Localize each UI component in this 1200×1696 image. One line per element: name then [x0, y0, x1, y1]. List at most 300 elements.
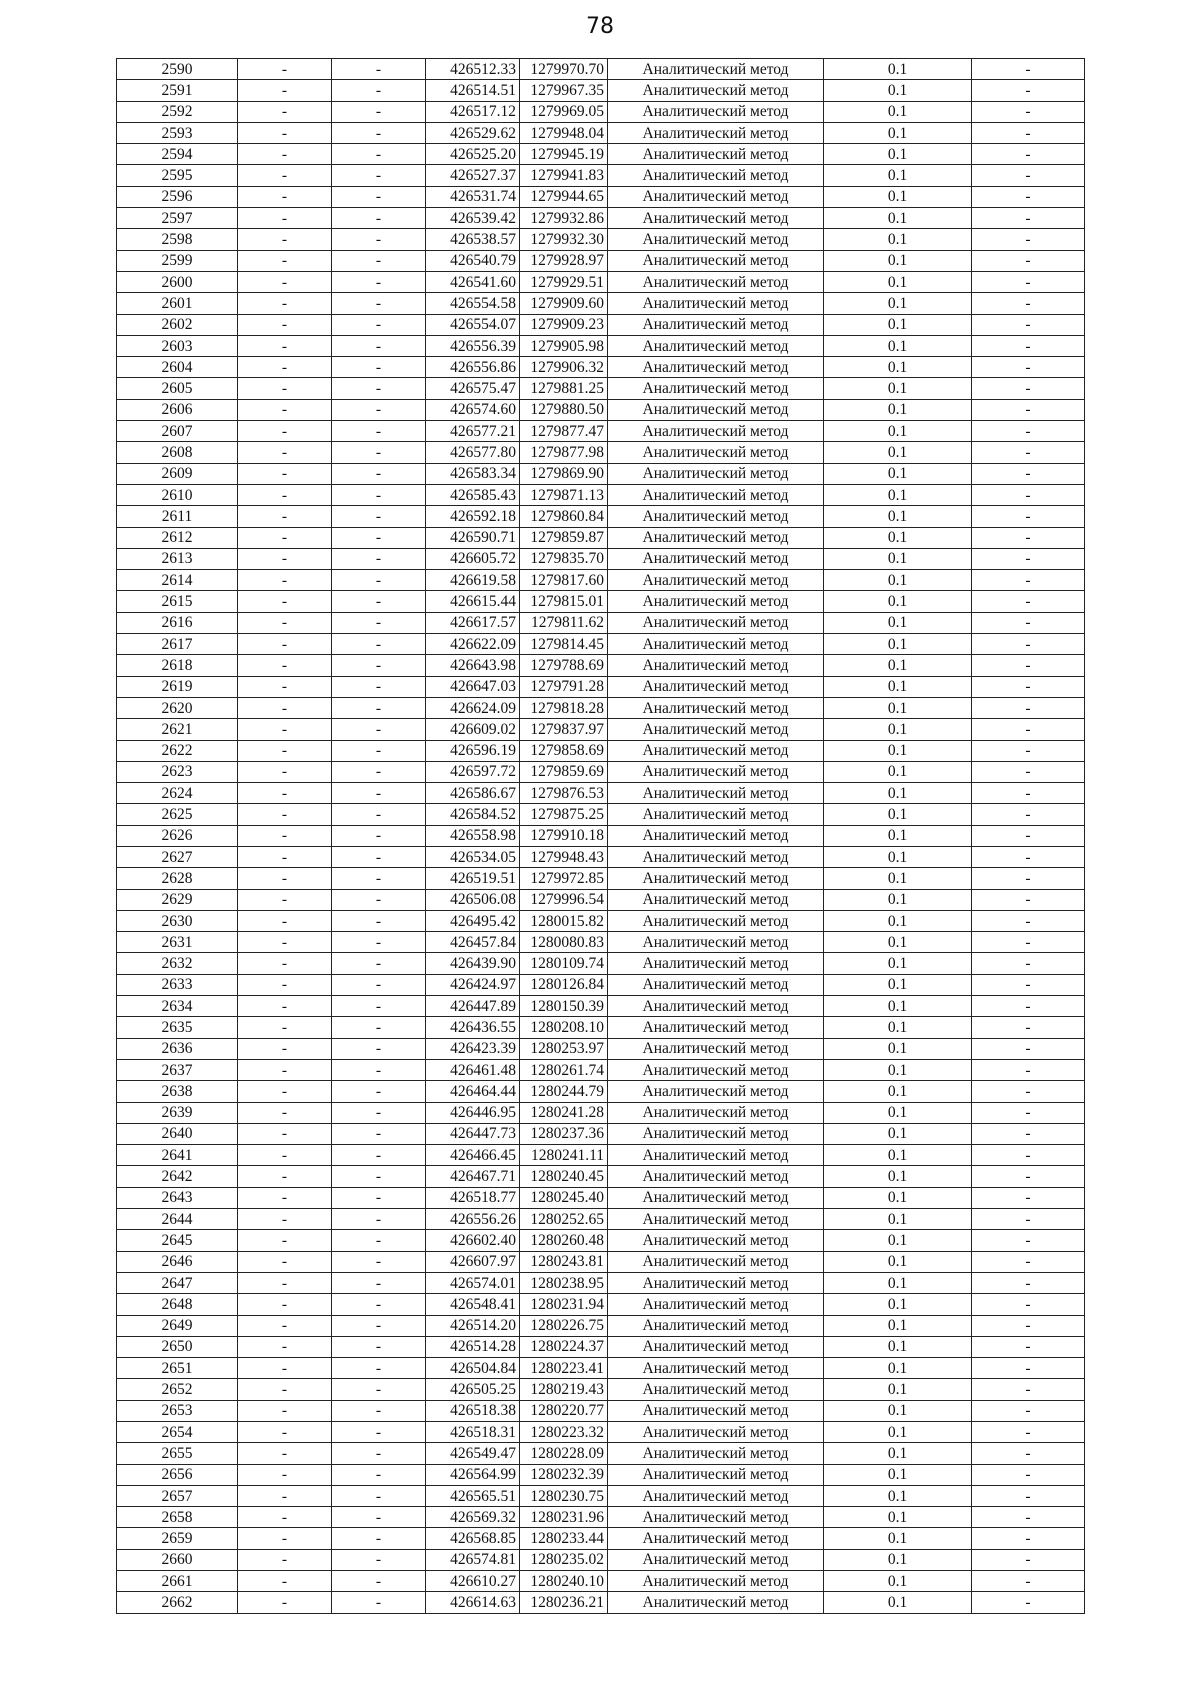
- y-coordinate-cell: 1279905.98: [520, 335, 608, 356]
- y-coordinate-cell: 1279817.60: [520, 570, 608, 591]
- note-cell: -: [972, 1230, 1085, 1251]
- empty-cell-2: -: [332, 314, 426, 335]
- x-coordinate-cell: 426447.73: [426, 1123, 520, 1144]
- x-coordinate-cell: 426585.43: [426, 484, 520, 505]
- note-cell: -: [972, 719, 1085, 740]
- y-coordinate-cell: 1279906.32: [520, 357, 608, 378]
- table-row: [117, 804, 1085, 825]
- point-number-cell: 2632: [117, 953, 238, 974]
- empty-cell-2: -: [332, 1379, 426, 1400]
- point-number-cell: 2610: [117, 484, 238, 505]
- method-cell: Аналитический метод: [608, 442, 824, 463]
- method-cell: Аналитический метод: [608, 1294, 824, 1315]
- note-cell: -: [972, 399, 1085, 420]
- empty-cell-2: -: [332, 186, 426, 207]
- note-cell: -: [972, 1549, 1085, 1570]
- y-coordinate-cell: 1280241.11: [520, 1145, 608, 1166]
- x-coordinate-cell: 426619.58: [426, 570, 520, 591]
- empty-cell-2: -: [332, 506, 426, 527]
- point-number-cell: 2622: [117, 740, 238, 761]
- empty-cell-1: -: [238, 293, 332, 314]
- table-row: [117, 484, 1085, 505]
- accuracy-cell: 0.1: [824, 1422, 972, 1443]
- empty-cell-1: -: [238, 889, 332, 910]
- y-coordinate-cell: 1279875.25: [520, 804, 608, 825]
- empty-cell-1: -: [238, 761, 332, 782]
- point-number-cell: 2660: [117, 1549, 238, 1570]
- note-cell: -: [972, 996, 1085, 1017]
- x-coordinate-cell: 426569.32: [426, 1507, 520, 1528]
- table-row: [117, 868, 1085, 889]
- empty-cell-2: -: [332, 1443, 426, 1464]
- y-coordinate-cell: 1279944.65: [520, 186, 608, 207]
- point-number-cell: 2597: [117, 208, 238, 229]
- empty-cell-2: -: [332, 1315, 426, 1336]
- x-coordinate-cell: 426602.40: [426, 1230, 520, 1251]
- note-cell: -: [972, 1571, 1085, 1592]
- empty-cell-2: -: [332, 421, 426, 442]
- note-cell: -: [972, 910, 1085, 931]
- accuracy-cell: 0.1: [824, 1017, 972, 1038]
- note-cell: -: [972, 208, 1085, 229]
- table-row: [117, 1272, 1085, 1293]
- x-coordinate-cell: 426584.52: [426, 804, 520, 825]
- empty-cell-1: -: [238, 548, 332, 569]
- empty-cell-1: -: [238, 1336, 332, 1357]
- empty-cell-1: -: [238, 165, 332, 186]
- y-coordinate-cell: 1280241.28: [520, 1102, 608, 1123]
- accuracy-cell: 0.1: [824, 165, 972, 186]
- method-cell: Аналитический метод: [608, 932, 824, 953]
- note-cell: -: [972, 1528, 1085, 1549]
- accuracy-cell: 0.1: [824, 1379, 972, 1400]
- empty-cell-2: -: [332, 1123, 426, 1144]
- empty-cell-1: -: [238, 1422, 332, 1443]
- table-row: [117, 208, 1085, 229]
- y-coordinate-cell: 1280261.74: [520, 1059, 608, 1080]
- accuracy-cell: 0.1: [824, 889, 972, 910]
- y-coordinate-cell: 1279996.54: [520, 889, 608, 910]
- note-cell: -: [972, 1592, 1085, 1613]
- point-number-cell: 2601: [117, 293, 238, 314]
- empty-cell-2: -: [332, 357, 426, 378]
- point-number-cell: 2623: [117, 761, 238, 782]
- x-coordinate-cell: 426577.80: [426, 442, 520, 463]
- point-number-cell: 2596: [117, 186, 238, 207]
- accuracy-cell: 0.1: [824, 676, 972, 697]
- accuracy-cell: 0.1: [824, 1251, 972, 1272]
- accuracy-cell: 0.1: [824, 1209, 972, 1230]
- empty-cell-1: -: [238, 953, 332, 974]
- table-row: [117, 846, 1085, 867]
- y-coordinate-cell: 1280237.36: [520, 1123, 608, 1144]
- point-number-cell: 2602: [117, 314, 238, 335]
- table-row: [117, 591, 1085, 612]
- accuracy-cell: 0.1: [824, 740, 972, 761]
- point-number-cell: 2643: [117, 1187, 238, 1208]
- table-row: [117, 996, 1085, 1017]
- note-cell: -: [972, 953, 1085, 974]
- empty-cell-2: -: [332, 1187, 426, 1208]
- x-coordinate-cell: 426568.85: [426, 1528, 520, 1549]
- method-cell: Аналитический метод: [608, 1272, 824, 1293]
- point-number-cell: 2616: [117, 612, 238, 633]
- method-cell: Аналитический метод: [608, 1145, 824, 1166]
- y-coordinate-cell: 1279877.98: [520, 442, 608, 463]
- accuracy-cell: 0.1: [824, 1549, 972, 1570]
- empty-cell-1: -: [238, 697, 332, 718]
- empty-cell-2: -: [332, 271, 426, 292]
- note-cell: -: [972, 293, 1085, 314]
- point-number-cell: 2648: [117, 1294, 238, 1315]
- note-cell: -: [972, 804, 1085, 825]
- point-number-cell: 2609: [117, 463, 238, 484]
- method-cell: Аналитический метод: [608, 463, 824, 484]
- method-cell: Аналитический метод: [608, 825, 824, 846]
- empty-cell-1: -: [238, 932, 332, 953]
- accuracy-cell: 0.1: [824, 250, 972, 271]
- note-cell: -: [972, 846, 1085, 867]
- x-coordinate-cell: 426505.25: [426, 1379, 520, 1400]
- x-coordinate-cell: 426615.44: [426, 591, 520, 612]
- note-cell: -: [972, 229, 1085, 250]
- empty-cell-1: -: [238, 271, 332, 292]
- accuracy-cell: 0.1: [824, 846, 972, 867]
- empty-cell-1: -: [238, 1230, 332, 1251]
- y-coordinate-cell: 1279818.28: [520, 697, 608, 718]
- method-cell: Аналитический метод: [608, 804, 824, 825]
- table-row: [117, 229, 1085, 250]
- point-number-cell: 2644: [117, 1209, 238, 1230]
- note-cell: -: [972, 421, 1085, 442]
- method-cell: Аналитический метод: [608, 144, 824, 165]
- point-number-cell: 2638: [117, 1081, 238, 1102]
- note-cell: -: [972, 1209, 1085, 1230]
- y-coordinate-cell: 1280244.79: [520, 1081, 608, 1102]
- empty-cell-1: -: [238, 101, 332, 122]
- table-row: [117, 1464, 1085, 1485]
- empty-cell-2: -: [332, 59, 426, 80]
- x-coordinate-cell: 426519.51: [426, 868, 520, 889]
- table-row: [117, 1485, 1085, 1506]
- table-row: [117, 506, 1085, 527]
- note-cell: -: [972, 1081, 1085, 1102]
- method-cell: Аналитический метод: [608, 740, 824, 761]
- table-row: [117, 1102, 1085, 1123]
- empty-cell-2: -: [332, 846, 426, 867]
- note-cell: -: [972, 314, 1085, 335]
- point-number-cell: 2613: [117, 548, 238, 569]
- empty-cell-2: -: [332, 1422, 426, 1443]
- empty-cell-2: -: [332, 676, 426, 697]
- empty-cell-1: -: [238, 1102, 332, 1123]
- method-cell: Аналитический метод: [608, 1336, 824, 1357]
- empty-cell-2: -: [332, 165, 426, 186]
- accuracy-cell: 0.1: [824, 1571, 972, 1592]
- table-row: [117, 761, 1085, 782]
- x-coordinate-cell: 426436.55: [426, 1017, 520, 1038]
- y-coordinate-cell: 1280232.39: [520, 1464, 608, 1485]
- method-cell: Аналитический метод: [608, 1592, 824, 1613]
- empty-cell-2: -: [332, 974, 426, 995]
- x-coordinate-cell: 426609.02: [426, 719, 520, 740]
- accuracy-cell: 0.1: [824, 484, 972, 505]
- x-coordinate-cell: 426534.05: [426, 846, 520, 867]
- table-row: [117, 1251, 1085, 1272]
- y-coordinate-cell: 1280231.96: [520, 1507, 608, 1528]
- y-coordinate-cell: 1280228.09: [520, 1443, 608, 1464]
- empty-cell-1: -: [238, 1017, 332, 1038]
- table-row: [117, 1400, 1085, 1421]
- y-coordinate-cell: 1279910.18: [520, 825, 608, 846]
- x-coordinate-cell: 426607.97: [426, 1251, 520, 1272]
- method-cell: Аналитический метод: [608, 1571, 824, 1592]
- method-cell: Аналитический метод: [608, 506, 824, 527]
- point-number-cell: 2637: [117, 1059, 238, 1080]
- method-cell: Аналитический метод: [608, 399, 824, 420]
- x-coordinate-cell: 426554.58: [426, 293, 520, 314]
- accuracy-cell: 0.1: [824, 1443, 972, 1464]
- table-row: [117, 1507, 1085, 1528]
- x-coordinate-cell: 426506.08: [426, 889, 520, 910]
- empty-cell-2: -: [332, 1272, 426, 1293]
- empty-cell-1: -: [238, 122, 332, 143]
- accuracy-cell: 0.1: [824, 719, 972, 740]
- method-cell: Аналитический метод: [608, 1166, 824, 1187]
- empty-cell-1: -: [238, 1485, 332, 1506]
- note-cell: -: [972, 1187, 1085, 1208]
- method-cell: Аналитический метод: [608, 591, 824, 612]
- note-cell: -: [972, 889, 1085, 910]
- method-cell: Аналитический метод: [608, 655, 824, 676]
- table-row: [117, 421, 1085, 442]
- table-row: [117, 1081, 1085, 1102]
- table-row: [117, 719, 1085, 740]
- x-coordinate-cell: 426512.33: [426, 59, 520, 80]
- method-cell: Аналитический метод: [608, 1209, 824, 1230]
- coordinates-table: [116, 58, 1085, 1614]
- point-number-cell: 2628: [117, 868, 238, 889]
- note-cell: -: [972, 378, 1085, 399]
- empty-cell-1: -: [238, 442, 332, 463]
- method-cell: Аналитический метод: [608, 761, 824, 782]
- accuracy-cell: 0.1: [824, 1400, 972, 1421]
- y-coordinate-cell: 1280240.45: [520, 1166, 608, 1187]
- method-cell: Аналитический метод: [608, 1507, 824, 1528]
- y-coordinate-cell: 1279928.97: [520, 250, 608, 271]
- empty-cell-1: -: [238, 186, 332, 207]
- x-coordinate-cell: 426461.48: [426, 1059, 520, 1080]
- accuracy-cell: 0.1: [824, 335, 972, 356]
- empty-cell-2: -: [332, 1102, 426, 1123]
- point-number-cell: 2600: [117, 271, 238, 292]
- y-coordinate-cell: 1279941.83: [520, 165, 608, 186]
- note-cell: -: [972, 527, 1085, 548]
- accuracy-cell: 0.1: [824, 1528, 972, 1549]
- y-coordinate-cell: 1280253.97: [520, 1038, 608, 1059]
- method-cell: Аналитический метод: [608, 527, 824, 548]
- table-row: [117, 463, 1085, 484]
- empty-cell-1: -: [238, 1400, 332, 1421]
- empty-cell-2: -: [332, 1081, 426, 1102]
- accuracy-cell: 0.1: [824, 463, 972, 484]
- table-row: [117, 59, 1085, 80]
- method-cell: Аналитический метод: [608, 719, 824, 740]
- accuracy-cell: 0.1: [824, 527, 972, 548]
- x-coordinate-cell: 426574.01: [426, 1272, 520, 1293]
- note-cell: -: [972, 1145, 1085, 1166]
- accuracy-cell: 0.1: [824, 1123, 972, 1144]
- table-row: [117, 783, 1085, 804]
- accuracy-cell: 0.1: [824, 442, 972, 463]
- note-cell: -: [972, 144, 1085, 165]
- x-coordinate-cell: 426424.97: [426, 974, 520, 995]
- accuracy-cell: 0.1: [824, 634, 972, 655]
- table-row: [117, 825, 1085, 846]
- empty-cell-2: -: [332, 1358, 426, 1379]
- method-cell: Аналитический метод: [608, 1017, 824, 1038]
- accuracy-cell: 0.1: [824, 314, 972, 335]
- x-coordinate-cell: 426423.39: [426, 1038, 520, 1059]
- empty-cell-1: -: [238, 1059, 332, 1080]
- table-row: [117, 101, 1085, 122]
- y-coordinate-cell: 1280223.41: [520, 1358, 608, 1379]
- method-cell: Аналитический метод: [608, 910, 824, 931]
- y-coordinate-cell: 1280260.48: [520, 1230, 608, 1251]
- empty-cell-2: -: [332, 463, 426, 484]
- table-row: [117, 399, 1085, 420]
- point-number-cell: 2653: [117, 1400, 238, 1421]
- empty-cell-2: -: [332, 910, 426, 931]
- y-coordinate-cell: 1280219.43: [520, 1379, 608, 1400]
- x-coordinate-cell: 426590.71: [426, 527, 520, 548]
- empty-cell-2: -: [332, 1571, 426, 1592]
- empty-cell-1: -: [238, 314, 332, 335]
- point-number-cell: 2642: [117, 1166, 238, 1187]
- y-coordinate-cell: 1280223.32: [520, 1422, 608, 1443]
- table-row: [117, 122, 1085, 143]
- table-row: [117, 974, 1085, 995]
- note-cell: -: [972, 570, 1085, 591]
- y-coordinate-cell: 1279880.50: [520, 399, 608, 420]
- method-cell: Аналитический метод: [608, 889, 824, 910]
- y-coordinate-cell: 1280109.74: [520, 953, 608, 974]
- empty-cell-1: -: [238, 996, 332, 1017]
- table-row: [117, 1294, 1085, 1315]
- method-cell: Аналитический метод: [608, 1528, 824, 1549]
- y-coordinate-cell: 1279970.70: [520, 59, 608, 80]
- y-coordinate-cell: 1280015.82: [520, 910, 608, 931]
- empty-cell-1: -: [238, 421, 332, 442]
- empty-cell-2: -: [332, 697, 426, 718]
- point-number-cell: 2605: [117, 378, 238, 399]
- table-row: [117, 1017, 1085, 1038]
- point-number-cell: 2650: [117, 1336, 238, 1357]
- y-coordinate-cell: 1279860.84: [520, 506, 608, 527]
- note-cell: -: [972, 1251, 1085, 1272]
- accuracy-cell: 0.1: [824, 783, 972, 804]
- note-cell: -: [972, 101, 1085, 122]
- x-coordinate-cell: 426564.99: [426, 1464, 520, 1485]
- x-coordinate-cell: 426558.98: [426, 825, 520, 846]
- empty-cell-2: -: [332, 144, 426, 165]
- empty-cell-2: -: [332, 1400, 426, 1421]
- y-coordinate-cell: 1280245.40: [520, 1187, 608, 1208]
- x-coordinate-cell: 426514.20: [426, 1315, 520, 1336]
- empty-cell-2: -: [332, 1592, 426, 1613]
- accuracy-cell: 0.1: [824, 122, 972, 143]
- x-coordinate-cell: 426527.37: [426, 165, 520, 186]
- empty-cell-1: -: [238, 868, 332, 889]
- y-coordinate-cell: 1280080.83: [520, 932, 608, 953]
- empty-cell-2: -: [332, 1209, 426, 1230]
- table-row: [117, 1528, 1085, 1549]
- note-cell: -: [972, 271, 1085, 292]
- point-number-cell: 2626: [117, 825, 238, 846]
- accuracy-cell: 0.1: [824, 378, 972, 399]
- empty-cell-2: -: [332, 634, 426, 655]
- table-row: [117, 1592, 1085, 1613]
- empty-cell-1: -: [238, 740, 332, 761]
- point-number-cell: 2620: [117, 697, 238, 718]
- empty-cell-1: -: [238, 1081, 332, 1102]
- method-cell: Аналитический метод: [608, 953, 824, 974]
- x-coordinate-cell: 426504.84: [426, 1358, 520, 1379]
- y-coordinate-cell: 1279948.04: [520, 122, 608, 143]
- note-cell: -: [972, 974, 1085, 995]
- x-coordinate-cell: 426525.20: [426, 144, 520, 165]
- point-number-cell: 2652: [117, 1379, 238, 1400]
- y-coordinate-cell: 1279948.43: [520, 846, 608, 867]
- table-row: [117, 335, 1085, 356]
- empty-cell-1: -: [238, 378, 332, 399]
- empty-cell-2: -: [332, 399, 426, 420]
- point-number-cell: 2599: [117, 250, 238, 271]
- method-cell: Аналитический метод: [608, 612, 824, 633]
- accuracy-cell: 0.1: [824, 761, 972, 782]
- empty-cell-1: -: [238, 570, 332, 591]
- accuracy-cell: 0.1: [824, 932, 972, 953]
- x-coordinate-cell: 426466.45: [426, 1145, 520, 1166]
- method-cell: Аналитический метод: [608, 208, 824, 229]
- accuracy-cell: 0.1: [824, 804, 972, 825]
- table-row: [117, 144, 1085, 165]
- note-cell: -: [972, 1358, 1085, 1379]
- method-cell: Аналитический метод: [608, 101, 824, 122]
- note-cell: -: [972, 591, 1085, 612]
- empty-cell-2: -: [332, 1528, 426, 1549]
- method-cell: Аналитический метод: [608, 1102, 824, 1123]
- empty-cell-2: -: [332, 1166, 426, 1187]
- note-cell: -: [972, 655, 1085, 676]
- point-number-cell: 2655: [117, 1443, 238, 1464]
- empty-cell-1: -: [238, 80, 332, 101]
- point-number-cell: 2629: [117, 889, 238, 910]
- method-cell: Аналитический метод: [608, 676, 824, 697]
- empty-cell-1: -: [238, 1571, 332, 1592]
- x-coordinate-cell: 426529.62: [426, 122, 520, 143]
- x-coordinate-cell: 426643.98: [426, 655, 520, 676]
- y-coordinate-cell: 1279815.01: [520, 591, 608, 612]
- table-body: [117, 59, 1085, 1614]
- empty-cell-1: -: [238, 1549, 332, 1570]
- point-number-cell: 2606: [117, 399, 238, 420]
- accuracy-cell: 0.1: [824, 1166, 972, 1187]
- empty-cell-1: -: [238, 1272, 332, 1293]
- table-row: [117, 271, 1085, 292]
- empty-cell-2: -: [332, 932, 426, 953]
- empty-cell-1: -: [238, 463, 332, 484]
